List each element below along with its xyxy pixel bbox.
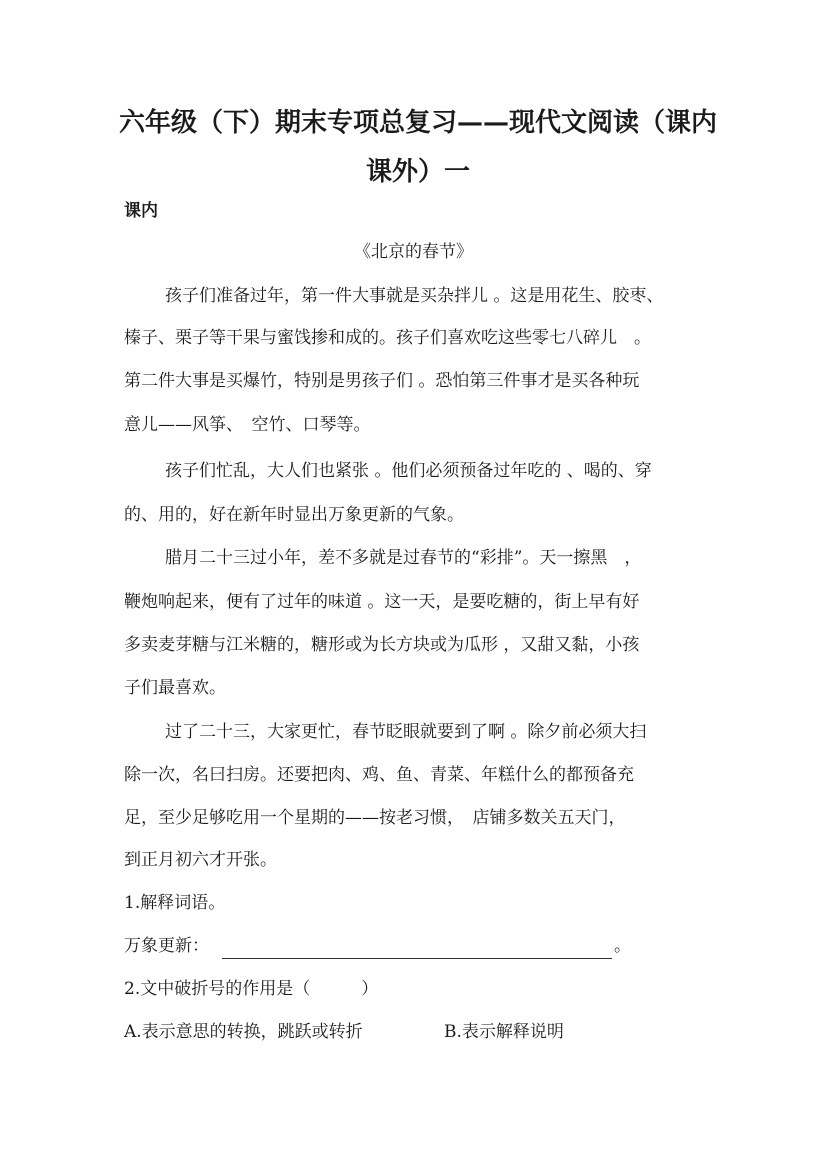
section-heading: 课内 [124,201,158,221]
paragraph-3-line-3: 多卖麦芽糖与江米糖的，糖形或为长方块或为瓜形 ，又甜又黏，小孩 [124,635,640,655]
paragraph-2-line-2: 的、用的，好在新年时显出万象更新的气象。 [124,505,464,525]
paragraph-4-line-3: 足，至少足够吃用一个星期的——按老习惯， 店铺多数关五天门， [124,808,626,828]
question-2-option-b: B.表示解释说明 [444,1022,564,1042]
question-1-period: 。 [614,936,631,956]
document-title-line-2: 课外）一 [365,157,470,187]
paragraph-4-line-2: 除一次，名曰扫房。还要把肉、鸡、鱼、青菜、年糕什么的都预备充 [124,765,634,785]
paragraph-3-line-1: 腊月二十三过小年，差不多就是过春节的“彩排”。天一擦黑 ， [165,548,642,568]
question-2: 2.文中破折号的作用是（ ） [124,979,379,999]
passage-title: 《北京的春节》 [354,242,473,262]
paragraph-3-line-2: 鞭炮响起来，便有了过年的味道 。这一天，是要吃糖的，街上早有好 [124,592,640,612]
paragraph-3-line-4: 子们最喜欢。 [124,678,226,698]
paragraph-1-line-2: 榛子、栗子等干果与蜜饯掺和成的。孩子们喜欢吃这些零七八碎儿 。 [124,328,651,348]
paragraph-1-line-1: 孩子们准备过年，第一件大事就是买杂拌儿 。这是用花生、胶枣、 [165,286,664,306]
document-title-line-1: 六年级（下）期末专项总复习——现代文阅读（课内 [118,108,717,138]
paragraph-1-line-3: 第二件大事是买爆竹，特别是男孩子们 。恐怕第三件事才是买各种玩 [124,371,640,391]
paragraph-4-line-1: 过了二十三，大家更忙，春节眨眼就要到了啊 。除夕前必须大扫 [165,722,647,742]
question-1: 1.解释词语。 [124,893,226,913]
paragraph-1-line-4: 意儿——风筝、 空竹、口琴等。 [124,415,371,435]
paragraph-4-line-4: 到正月初六才开张。 [124,850,277,870]
paragraph-2-line-1: 孩子们忙乱，大人们也紧张 。他们必须预备过年吃的 、喝的、穿 [165,461,652,481]
question-2-option-a: A.表示意思的转换，跳跃或转折 [124,1022,363,1042]
answer-blank-line[interactable] [222,958,612,959]
question-1-term: 万象更新： [124,936,209,956]
